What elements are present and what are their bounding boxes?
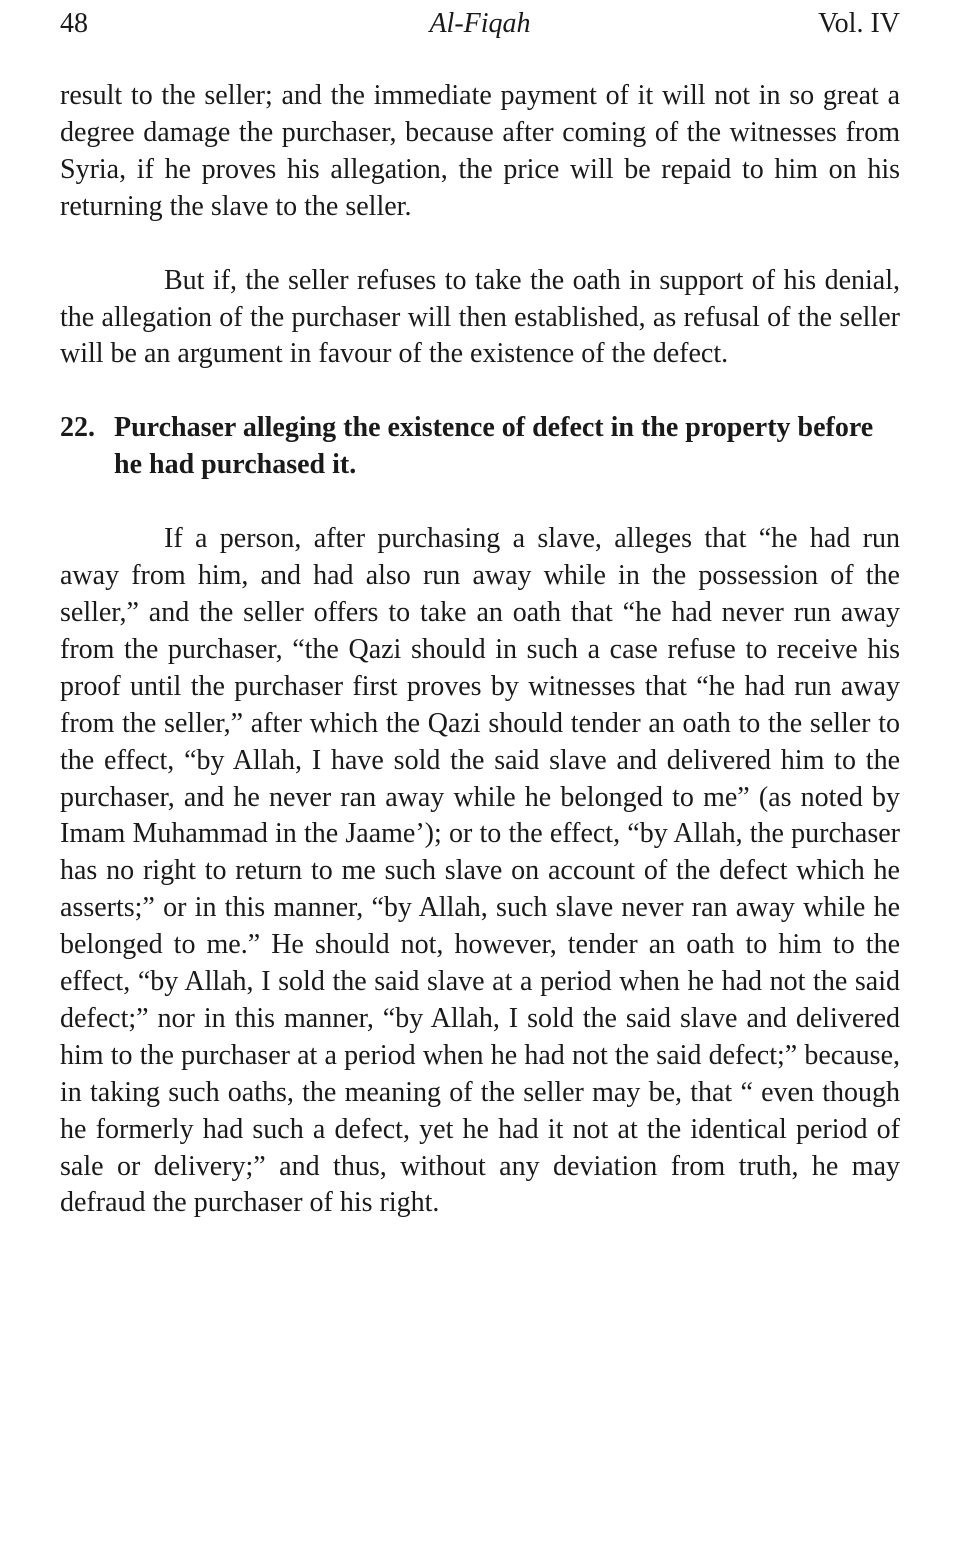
- paragraph-seller-refusal: But if, the seller refuses to take the oath in support of his denial, the allegation of the purchaser will then established, as refusal of the seller will be an argument in favour of the existence of the defect.: [60, 264, 900, 370]
- volume-label: Vol. IV: [818, 8, 900, 39]
- section-paragraph: If a person, after purchasing a slave, alleges that “he had run away from him, and had also run away while in the possession of the seller,” and the seller offers to take an oath that “he had never run away from the purchaser, “the Qazi should in such a case refuse to receive his proof until the purchaser first proves by witnesses that “he had run away from the seller,” after which the Qazi should tender an oath to the seller to the effect, “by Allah, I have sold the said slave and delivered him to the purchaser, and he never ran away while he belonged to me” (as noted by Imam Muhammad in the Jaame’); or to the effect, “by Allah, the purchaser has no right to return to me such slave on account of the defect which he asserts;” or in this manner, “by Allah, such slave never ran away while he belonged to me.” He should not, however, tender an oath to him to the effect, “by Allah, I sold the said slave at a period when he had not the said defect;” nor in this manner, “by Allah, I sold the said slave and delivered him to the purchaser at a period when he had not the said defect;” because, in taking such oaths, the meaning of the seller may be, that “ even though he formerly had such a defect, yet he had it not at the identical period of sale or delivery;” and thus, without any deviation from truth, he may defraud the purchaser of his right.: [60, 523, 900, 1219]
- paragraph-continued: result to the seller; and the immediate payment of it will not in so great a degree damage the purchaser, because after coming of the witnesses from Syria, if he proves his allegation, the price will be repaid to him on his returning the slave to the seller.: [60, 80, 900, 222]
- body-text: [60, 78, 900, 1222]
- paragraph-gap: [60, 226, 900, 263]
- section-title: Purchaser alleging the existence of defect in the property before he had purchased it.: [114, 412, 874, 481]
- book-title: Al-Fiqah: [429, 8, 531, 39]
- document-page: [60, 0, 900, 1550]
- paragraph-gap: [60, 484, 900, 521]
- page-number: 48: [60, 8, 88, 39]
- running-header: [60, 4, 900, 44]
- section-heading: [60, 410, 900, 484]
- paragraph-gap: [60, 373, 900, 410]
- section-number: 22.: [60, 412, 95, 444]
